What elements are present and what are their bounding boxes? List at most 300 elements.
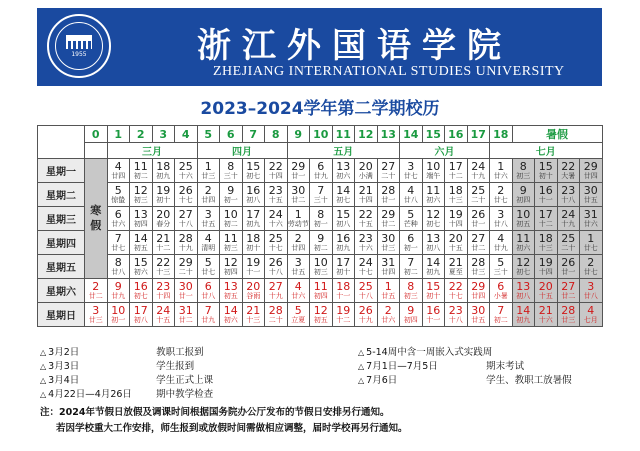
lunar-date: 十三 (156, 268, 171, 276)
day-number: 8 (114, 256, 122, 269)
day-number: 15 (538, 160, 553, 173)
day-number: 1 (204, 160, 212, 173)
month-label: 六月 (400, 143, 490, 159)
calendar-day-cell (332, 303, 355, 327)
lunar-date: 十四 (156, 292, 171, 300)
lunar-date: 初九 (336, 244, 351, 252)
calendar-day-cell (490, 183, 513, 207)
calendar-day-cell (130, 255, 153, 279)
lunar-date: 十五 (538, 292, 553, 300)
day-number: 2 (204, 184, 212, 197)
calendar-day-cell (242, 207, 265, 231)
month-label: 三月 (107, 143, 197, 159)
day-number: 26 (268, 256, 283, 269)
day-number: 3 (587, 280, 595, 293)
month-label: 四月 (197, 143, 287, 159)
lunar-date: 十六 (358, 244, 373, 252)
calendar-day-cell (107, 231, 130, 255)
lunar-date: 七月 (583, 316, 598, 324)
weekday-row (38, 183, 603, 207)
calendar-day-cell (467, 255, 490, 279)
day-number: 16 (246, 184, 261, 197)
calendar-day-cell (85, 279, 108, 303)
calendar-day-cell (107, 255, 130, 279)
day-number: 8 (519, 160, 527, 173)
calendar-day-cell (467, 207, 490, 231)
day-number: 15 (426, 280, 441, 293)
calendar-day-cell (265, 255, 288, 279)
calendar-day-cell (377, 255, 400, 279)
note-item (358, 372, 572, 386)
day-number: 12 (426, 208, 441, 221)
calendar-day-cell (152, 303, 175, 327)
note-date: 3月4日 (48, 375, 80, 386)
calendar-day-cell (445, 207, 468, 231)
header-banner (37, 8, 602, 86)
day-number: 25 (178, 160, 193, 173)
day-number: 30 (381, 232, 396, 245)
lunar-date: 十七 (358, 268, 373, 276)
week-number: 1 (107, 126, 130, 143)
day-number: 21 (358, 184, 373, 197)
day-number: 17 (133, 304, 148, 317)
calendar-day-cell (197, 159, 220, 183)
triangle-icon: △ (40, 348, 47, 357)
lunar-date: 初七 (133, 292, 148, 300)
lunar-date: 初十 (156, 196, 171, 204)
calendar-day-cell (265, 231, 288, 255)
lunar-date: 十八 (358, 292, 373, 300)
lunar-date: 三十 (223, 172, 238, 180)
calendar-day-cell (332, 255, 355, 279)
lunar-date: 初一 (403, 244, 418, 252)
summer-vacation-label: 暑假 (512, 126, 602, 143)
note-date: 3月3日 (48, 361, 80, 372)
calendar-day-cell (130, 279, 153, 303)
day-number: 11 (426, 184, 441, 197)
day-number: 14 (426, 256, 441, 269)
calendar-day-cell (535, 183, 558, 207)
lunar-date: 十六 (268, 220, 283, 228)
calendar-day-cell (557, 303, 580, 327)
footnote-2: 若因学校重大工作安排，师生报到或放假时间需做相应调整，届时学校再另行通知。 (56, 423, 408, 434)
day-number: 20 (538, 280, 553, 293)
calendar-day-cell (310, 183, 333, 207)
day-number: 24 (358, 256, 373, 269)
week-number: 10 (310, 126, 333, 143)
day-number: 21 (156, 232, 171, 245)
note-item (40, 358, 194, 372)
lunar-date: 廿八 (583, 292, 598, 300)
day-number: 19 (538, 256, 553, 269)
calendar-day-cell (287, 159, 310, 183)
day-number: 16 (538, 184, 553, 197)
weekday-label: 星期一 (38, 159, 85, 183)
lunar-date: 十二 (156, 244, 171, 252)
weekday-label: 星期二 (38, 183, 85, 207)
day-number: 13 (426, 232, 441, 245)
lunar-date: 初八 (426, 244, 441, 252)
calendar-day-cell (422, 207, 445, 231)
calendar-day-cell (580, 183, 603, 207)
calendar-day-cell (287, 255, 310, 279)
lunar-date: 十九 (178, 244, 193, 252)
calendar-day-cell (85, 303, 108, 327)
calendar-table (37, 125, 603, 327)
lunar-date: 十三 (246, 316, 261, 324)
lunar-date: 十九 (358, 316, 373, 324)
calendar-day-cell (467, 159, 490, 183)
calendar-day-cell (242, 159, 265, 183)
day-number: 28 (561, 304, 576, 317)
lunar-date: 十九 (471, 172, 486, 180)
calendar-day-cell (535, 255, 558, 279)
day-number: 16 (133, 280, 148, 293)
note-event: 教职工报到 (156, 347, 204, 358)
lunar-date: 劳动节 (287, 220, 309, 228)
calendar-day-cell (265, 159, 288, 183)
calendar-day-cell (130, 183, 153, 207)
week-number: 2 (130, 126, 153, 143)
lunar-date: 十五 (358, 220, 373, 228)
day-number: 1 (587, 232, 595, 245)
calendar-day-cell (287, 279, 310, 303)
calendar-day-cell (175, 207, 198, 231)
lunar-date: 初七 (246, 172, 261, 180)
lunar-date: 十五 (156, 316, 171, 324)
day-number: 29 (471, 280, 486, 293)
day-number: 28 (381, 184, 396, 197)
lunar-date: 初一 (313, 220, 328, 228)
week-number: 17 (467, 126, 490, 143)
lunar-date: 初六 (516, 244, 531, 252)
day-number: 24 (156, 304, 171, 317)
lunar-date: 初一 (223, 196, 238, 204)
calendar-day-cell (355, 303, 378, 327)
day-number: 30 (471, 304, 486, 317)
month-label: 五月 (287, 143, 400, 159)
day-number: 18 (448, 184, 463, 197)
calendar-day-cell (197, 207, 220, 231)
day-number: 19 (156, 184, 171, 197)
month-row (38, 143, 603, 159)
calendar-day-cell (512, 183, 535, 207)
weekday-row (38, 207, 603, 231)
calendar-day-cell (467, 279, 490, 303)
lunar-date: 初五 (313, 316, 328, 324)
lunar-date: 初六 (133, 268, 148, 276)
day-number: 10 (111, 304, 126, 317)
calendar-day-cell (422, 183, 445, 207)
note-item (40, 344, 204, 358)
day-number: 19 (336, 304, 351, 317)
note-event: 学生、教职工放暑假 (486, 375, 572, 386)
lunar-date: 初三 (313, 268, 328, 276)
week-number: 4 (175, 126, 198, 143)
lunar-date: 初二 (133, 172, 148, 180)
day-number: 19 (246, 256, 261, 269)
lunar-date: 十四 (358, 196, 373, 204)
day-number: 18 (156, 160, 171, 173)
lunar-date: 初九 (516, 316, 531, 324)
lunar-date: 十六 (538, 316, 553, 324)
day-number: 2 (384, 304, 392, 317)
lunar-date: 春分 (156, 220, 171, 228)
lunar-date: 十七 (178, 196, 193, 204)
calendar-day-cell (332, 159, 355, 183)
day-number: 5 (114, 184, 122, 197)
calendar-day-cell (557, 159, 580, 183)
calendar-day-cell (287, 207, 310, 231)
calendar-day-cell (310, 231, 333, 255)
university-name-en: ZHEJIANG INTERNATIONAL STUDIES UNIVERSITY (213, 64, 565, 79)
lunar-date: 廿一 (178, 292, 193, 300)
day-number: 17 (336, 256, 351, 269)
calendar-day-cell (130, 159, 153, 183)
calendar-day-cell (220, 255, 243, 279)
weekday-row (38, 255, 603, 279)
day-number: 18 (246, 232, 261, 245)
calendar-day-cell (242, 183, 265, 207)
day-number: 12 (516, 256, 531, 269)
lunar-date: 廿八 (493, 220, 508, 228)
day-number: 8 (407, 280, 415, 293)
calendar-day-cell (445, 231, 468, 255)
week-number: 5 (197, 126, 220, 143)
day-number: 28 (471, 256, 486, 269)
lunar-date: 廿六 (583, 220, 598, 228)
calendar-day-cell (220, 159, 243, 183)
calendar-day-cell (512, 207, 535, 231)
day-number: 9 (317, 232, 325, 245)
lunar-date: 廿六 (291, 292, 306, 300)
calendar-day-cell (332, 231, 355, 255)
day-number: 26 (471, 208, 486, 221)
lunar-date: 初五 (133, 244, 148, 252)
day-number: 26 (178, 184, 193, 197)
lunar-date: 二十 (381, 172, 396, 180)
lunar-date: 十五 (448, 244, 463, 252)
lunar-date: 廿五 (583, 196, 598, 204)
weekday-label: 星期五 (38, 255, 85, 279)
triangle-icon: △ (358, 348, 365, 357)
lunar-date: 廿一 (291, 172, 306, 180)
lunar-date: 十四 (448, 220, 463, 228)
calendar-day-cell (557, 255, 580, 279)
day-number: 16 (336, 232, 351, 245)
day-number: 4 (587, 304, 595, 317)
lunar-date: 初八 (133, 316, 148, 324)
lunar-date: 初三 (403, 292, 418, 300)
note-date: 7月6日 (366, 375, 398, 386)
lunar-date: 十七 (448, 292, 463, 300)
lunar-date: 初九 (426, 268, 441, 276)
triangle-icon: △ (358, 376, 365, 385)
lunar-date: 初四 (403, 316, 418, 324)
calendar-day-cell (175, 255, 198, 279)
lunar-date: 十一 (336, 292, 351, 300)
calendar-day-cell (445, 279, 468, 303)
lunar-date: 廿三 (381, 244, 396, 252)
lunar-date: 廿八 (111, 268, 126, 276)
lunar-date: 二十 (471, 196, 486, 204)
lunar-date: 廿七 (583, 268, 598, 276)
calendar-day-cell (445, 303, 468, 327)
note-item (358, 344, 493, 358)
calendar-day-cell (152, 159, 175, 183)
day-number: 22 (448, 280, 463, 293)
lunar-date: 廿七 (583, 244, 598, 252)
lunar-date: 廿二 (178, 316, 193, 324)
lunar-date: 初五 (516, 220, 531, 228)
lunar-date: 初九 (156, 172, 171, 180)
calendar-day-cell (580, 231, 603, 255)
calendar-day-cell (400, 159, 423, 183)
lunar-date: 十八 (268, 268, 283, 276)
note-date: 4月22日—4月26日 (48, 389, 132, 400)
week-number: 9 (287, 126, 310, 143)
calendar-day-cell (580, 159, 603, 183)
calendar-day-cell (130, 207, 153, 231)
lunar-date: 廿七 (493, 196, 508, 204)
lunar-date: 廿七 (111, 244, 126, 252)
day-number: 22 (268, 160, 283, 173)
lunar-date: 廿八 (201, 292, 216, 300)
day-number: 25 (358, 280, 373, 293)
day-number: 20 (358, 160, 373, 173)
day-number: 2 (92, 280, 100, 293)
lunar-date: 十七 (268, 244, 283, 252)
day-number: 27 (178, 208, 193, 221)
day-number: 7 (497, 304, 505, 317)
weekday-label: 星期四 (38, 231, 85, 255)
day-number: 18 (538, 232, 553, 245)
calendar-day-cell (490, 231, 513, 255)
calendar-day-cell (535, 303, 558, 327)
lunar-date: 廿七 (403, 172, 418, 180)
calendar-day-cell (175, 183, 198, 207)
day-number: 17 (448, 160, 463, 173)
day-number: 12 (313, 304, 328, 317)
day-number: 23 (561, 184, 576, 197)
lunar-date: 廿六 (111, 220, 126, 228)
calendar-day-cell (152, 207, 175, 231)
logo-year: 1955 (71, 50, 87, 58)
lunar-date: 廿二 (471, 244, 486, 252)
note-event: 期中教学检查 (156, 389, 214, 400)
day-number: 11 (516, 232, 531, 245)
day-number: 18 (336, 280, 351, 293)
day-number: 1 (497, 160, 505, 173)
day-number: 30 (291, 184, 306, 197)
lunar-date: 廿四 (111, 172, 126, 180)
calendar-day-cell (197, 255, 220, 279)
lunar-date: 初三 (133, 196, 148, 204)
day-number: 24 (561, 208, 576, 221)
day-number: 21 (448, 256, 463, 269)
week-number: 13 (377, 126, 400, 143)
day-number: 15 (336, 208, 351, 221)
calendar-day-cell (310, 303, 333, 327)
weekday-label: 星期六 (38, 279, 85, 303)
weekday-label: 星期三 (38, 207, 85, 231)
lunar-date: 廿五 (381, 292, 396, 300)
lunar-date: 初三 (223, 244, 238, 252)
calendar-day-cell (535, 207, 558, 231)
day-number: 7 (114, 232, 122, 245)
week-number: 18 (490, 126, 513, 143)
day-number: 5 (407, 208, 415, 221)
lunar-date: 初四 (223, 268, 238, 276)
note-item (358, 358, 524, 372)
calendar-title: 2023–2024学年第二学期校历 (200, 99, 440, 119)
day-number: 25 (268, 232, 283, 245)
calendar-day-cell (512, 159, 535, 183)
lunar-date: 廿六 (493, 172, 508, 180)
lunar-date: 十一 (246, 268, 261, 276)
lunar-date: 大暑 (561, 172, 576, 180)
lunar-date: 廿八 (403, 196, 418, 204)
lunar-date: 初八 (336, 220, 351, 228)
day-number: 14 (516, 304, 531, 317)
week-number-row (38, 126, 603, 143)
calendar-day-cell (332, 183, 355, 207)
week-number: 11 (332, 126, 355, 143)
calendar-day-cell (580, 279, 603, 303)
lunar-date: 十八 (178, 220, 193, 228)
calendar-day-cell (242, 303, 265, 327)
day-number: 10 (313, 256, 328, 269)
day-number: 2 (497, 184, 505, 197)
calendar-day-cell (332, 207, 355, 231)
day-number: 3 (294, 256, 302, 269)
calendar-day-cell (220, 231, 243, 255)
month-label: 七月 (490, 143, 603, 159)
lunar-date: 初六 (426, 196, 441, 204)
day-number: 11 (223, 232, 238, 245)
day-number: 9 (227, 184, 235, 197)
calendar-day-cell (130, 231, 153, 255)
lunar-date: 廿四 (201, 196, 216, 204)
calendar-day-cell (400, 207, 423, 231)
calendar-day-cell (580, 207, 603, 231)
note-event: 学生正式上课 (156, 375, 214, 386)
calendar-day-cell (535, 279, 558, 303)
weekday-row (38, 231, 603, 255)
lunar-date: 端午 (426, 172, 441, 180)
day-number: 13 (223, 280, 238, 293)
day-number: 8 (227, 160, 235, 173)
note-event: 期末考试 (486, 361, 525, 372)
day-number: 11 (313, 280, 328, 293)
day-number: 23 (268, 184, 283, 197)
calendar-day-cell (445, 159, 468, 183)
week-number: 12 (355, 126, 378, 143)
lunar-date: 二十 (268, 316, 283, 324)
day-number: 16 (426, 304, 441, 317)
lunar-date: 廿四 (381, 268, 396, 276)
lunar-date: 十二 (448, 172, 463, 180)
calendar-day-cell (422, 231, 445, 255)
calendar-day-cell (377, 303, 400, 327)
lunar-date: 廿九 (201, 316, 216, 324)
day-number: 10 (223, 208, 238, 221)
calendar-day-cell (152, 183, 175, 207)
week-number: 3 (152, 126, 175, 143)
calendar-day-cell (400, 183, 423, 207)
lunar-date: 廿四 (583, 172, 598, 180)
calendar-day-cell (242, 279, 265, 303)
